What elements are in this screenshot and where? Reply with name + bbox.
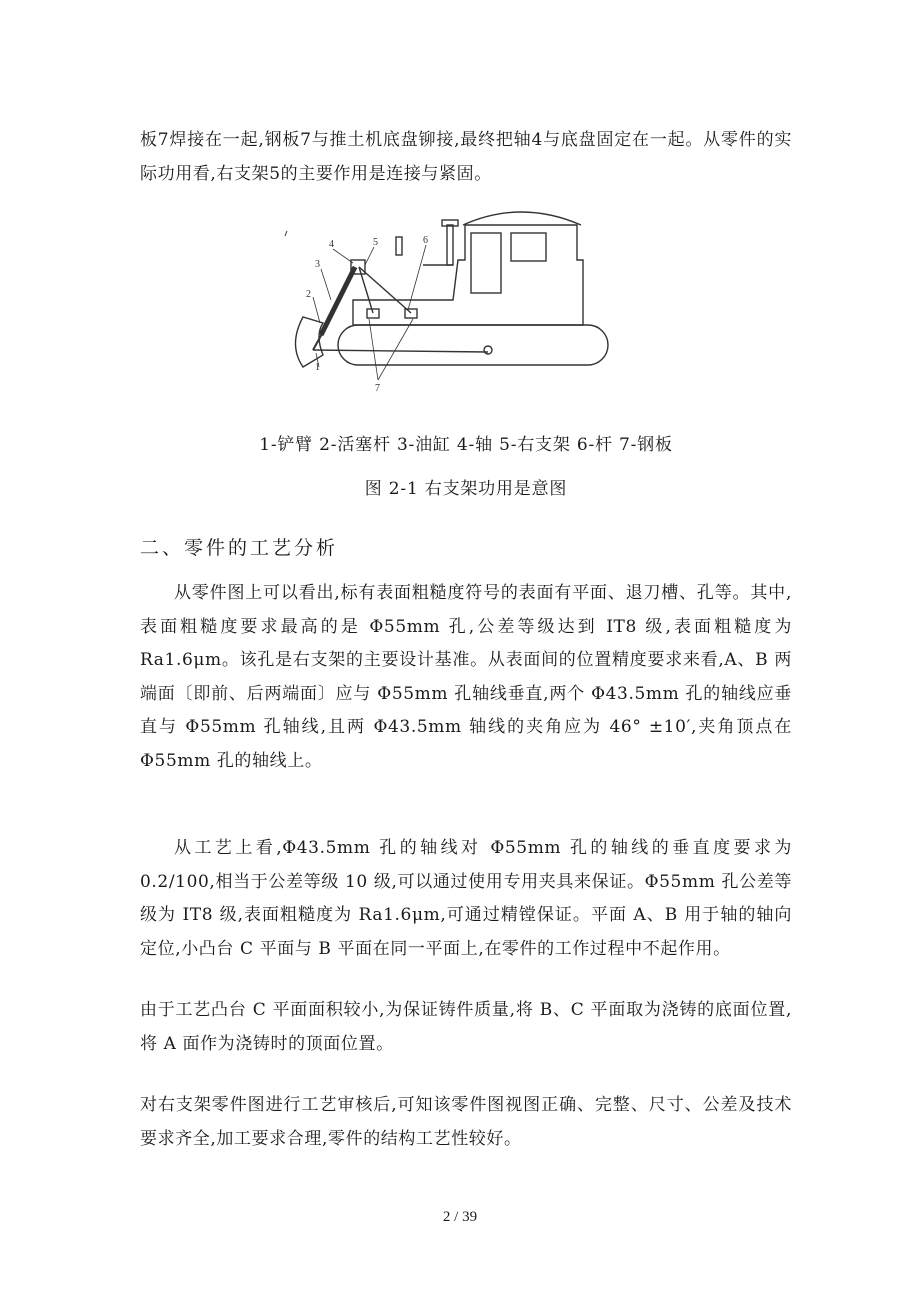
leader-4	[333, 249, 353, 263]
blade	[296, 317, 324, 367]
callout-1: 1	[315, 362, 320, 373]
callout-5: 5	[373, 237, 378, 248]
paragraph-review: 对右支架零件图进行工艺审核后,可知该零件图视图正确、完整、尺寸、公差及技术要求齐全,加工要求合理,零件的结构工艺性较好。	[140, 1095, 792, 1149]
bulldozer-diagram	[283, 205, 618, 395]
callout-7: 7	[375, 383, 380, 394]
bracket-link-b	[359, 267, 411, 313]
oil-cylinder	[321, 267, 355, 335]
mount-block-a	[367, 309, 379, 318]
paragraph-process: 从工艺上看,Φ43.5mm 孔的轴线对 Φ55mm 孔的轴线的垂直度要求为 0.2/100,相当于公差等级 10 级,可以通过使用专用夹具来保证。Φ55mm 孔公差等级为 IT8 级,表面粗糙度为 Ra1.6μm,可通过精镗保证。平面 A、B 用于轴的轴向定位,小凸台 C 平面与 B 平面在同一平面上,在零件的工作过程中不起作用。	[140, 838, 792, 959]
paragraph-intro: 板7焊接在一起,钢板7与推土机底盘铆接,最终把轴4与底盘固定在一起。从零件的实际功用看,右支架5的主要作用是连接与紧固。	[140, 130, 792, 184]
callout-2: 2	[306, 289, 311, 300]
track-outline	[338, 325, 608, 365]
leader-7b	[378, 319, 413, 380]
muffler	[396, 237, 402, 255]
exhaust-pipe	[447, 225, 453, 265]
arm-pivot	[484, 346, 492, 354]
cab-window	[511, 233, 546, 261]
stray-mark	[285, 231, 287, 236]
paragraph-casting: 由于工艺凸台 C 平面面积较小,为保证铸件质量,将 B、C 平面取为浇铸的底面位置,将 A 面作为浇铸时的顶面位置。	[140, 1000, 792, 1054]
figure-legend: 1-铲臂 2-活塞杆 3-油缸 4-轴 5-右支架 6-杆 7-钢板	[259, 435, 673, 455]
cab-door-window	[471, 233, 501, 293]
leader-2	[313, 297, 320, 323]
leader-3	[321, 269, 331, 300]
mount-block-b	[405, 309, 417, 318]
page-number: 2 / 39	[442, 1209, 478, 1225]
section-heading: 二、零件的工艺分析	[140, 537, 339, 559]
body-outline	[353, 225, 583, 325]
leader-7a	[369, 319, 378, 380]
callout-3: 3	[315, 259, 320, 270]
cab-roof	[463, 212, 581, 225]
piston-rod	[313, 332, 323, 350]
callout-4: 4	[329, 239, 334, 250]
callout-6: 6	[423, 235, 428, 246]
paragraph-analysis: 从零件图上可以看出,标有表面粗糙度符号的表面有平面、退刀槽、孔等。其中,表面粗糙度要求最高的是 Φ55mm 孔,公差等级达到 IT8 级,表面粗糙度为Ra1.6μm。该孔是右支架的主要设计基准。从表面间的位置精度要求来看,A、B 两端面〔即前、后两端面〕应与 Φ55mm 孔轴线垂直,两个 Φ43.5mm 孔的轴线应垂直与 Φ55mm 孔轴线,且两 Φ43.5mm 轴线的夹角应为 46° ±10′,夹角顶点在 Φ55mm 孔的轴线上。	[140, 583, 792, 771]
leader-5	[365, 247, 374, 265]
figure-caption: 图 2-1 右支架功用是意图	[364, 479, 568, 499]
